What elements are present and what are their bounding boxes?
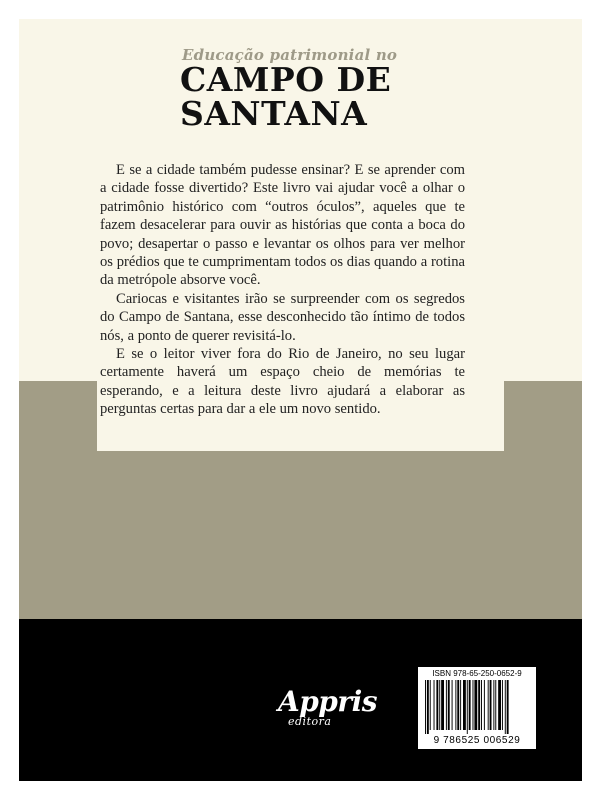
barcode-bar [505, 680, 506, 734]
barcode-bar [490, 680, 492, 730]
blurb-text [100, 161, 465, 419]
barcode-bar [474, 680, 477, 730]
publisher-name: Appris [278, 685, 378, 718]
barcode-bar [484, 680, 485, 730]
barcode-bar [455, 680, 456, 730]
barcode-bar [448, 680, 450, 730]
barcode-digits: 9 786525 006529 [433, 735, 521, 746]
barcode-bar [488, 680, 489, 730]
barcode-bar [452, 680, 453, 730]
book-title [180, 60, 420, 133]
barcode-bar [469, 680, 471, 730]
barcode-bar [467, 680, 468, 734]
barcode-bar [460, 680, 461, 730]
barcode-bar [481, 680, 482, 730]
barcode-bar [441, 680, 444, 730]
barcode-bar [502, 680, 503, 730]
barcode-bar [473, 680, 474, 730]
barcode-bar [430, 680, 431, 730]
barcode-bar [478, 680, 480, 730]
barcode-box [418, 667, 536, 749]
publisher-subname: editora [288, 715, 332, 728]
publisher-logo [278, 685, 378, 733]
barcode-bar [425, 680, 426, 734]
barcode-bar [498, 680, 501, 730]
barcode-bar [439, 680, 440, 730]
barcode-bar [436, 680, 438, 730]
barcode-bar [457, 680, 459, 730]
isbn-label: ISBN 978-65-250-0652-9 [432, 669, 522, 678]
barcode-icon [424, 680, 530, 734]
blurb-paragraph: Cariocas e visitantes irão se surpreender com os segredos do Campo de Santana, esse desconhecido tão íntimo de todos nós, a ponto de querer revisitá-lo. [100, 290, 465, 344]
blurb-paragraph: E se a cidade também pudesse ensinar? E se aprender com a cidade fosse divertido? Este livro vai ajudar você a olhar o patrimônio histórico com “outros óculos”, aqueles que te fazem desacelerar para ouvir as histórias que conta a boca do povo; desapertar o passo e levantar os olhos para ver melhor os prédios que te cumprimentam todos os dias quando a rotina da metrópole absorve você. [100, 162, 465, 289]
barcode-bar [507, 680, 509, 734]
blurb-paragraph: E se o leitor viver fora do Rio de Janeiro, no seu lugar certamente haverá um espaço cheio de memórias te esperando, e a leitura deste livro ajudará a elaborar as perguntas certas para dar a ele um novo sentido. [100, 346, 465, 418]
title-line-1: CAMPO DE [180, 60, 392, 99]
barcode-bar [434, 680, 435, 730]
subtitle: Educação patrimonial no [182, 46, 398, 64]
barcode-bar [493, 680, 494, 730]
barcode-bar [463, 680, 466, 730]
barcode-bar [446, 680, 447, 730]
barcode-bar [427, 680, 429, 734]
title-line-2: SANTANA [180, 94, 368, 133]
barcode-bar [495, 680, 496, 730]
